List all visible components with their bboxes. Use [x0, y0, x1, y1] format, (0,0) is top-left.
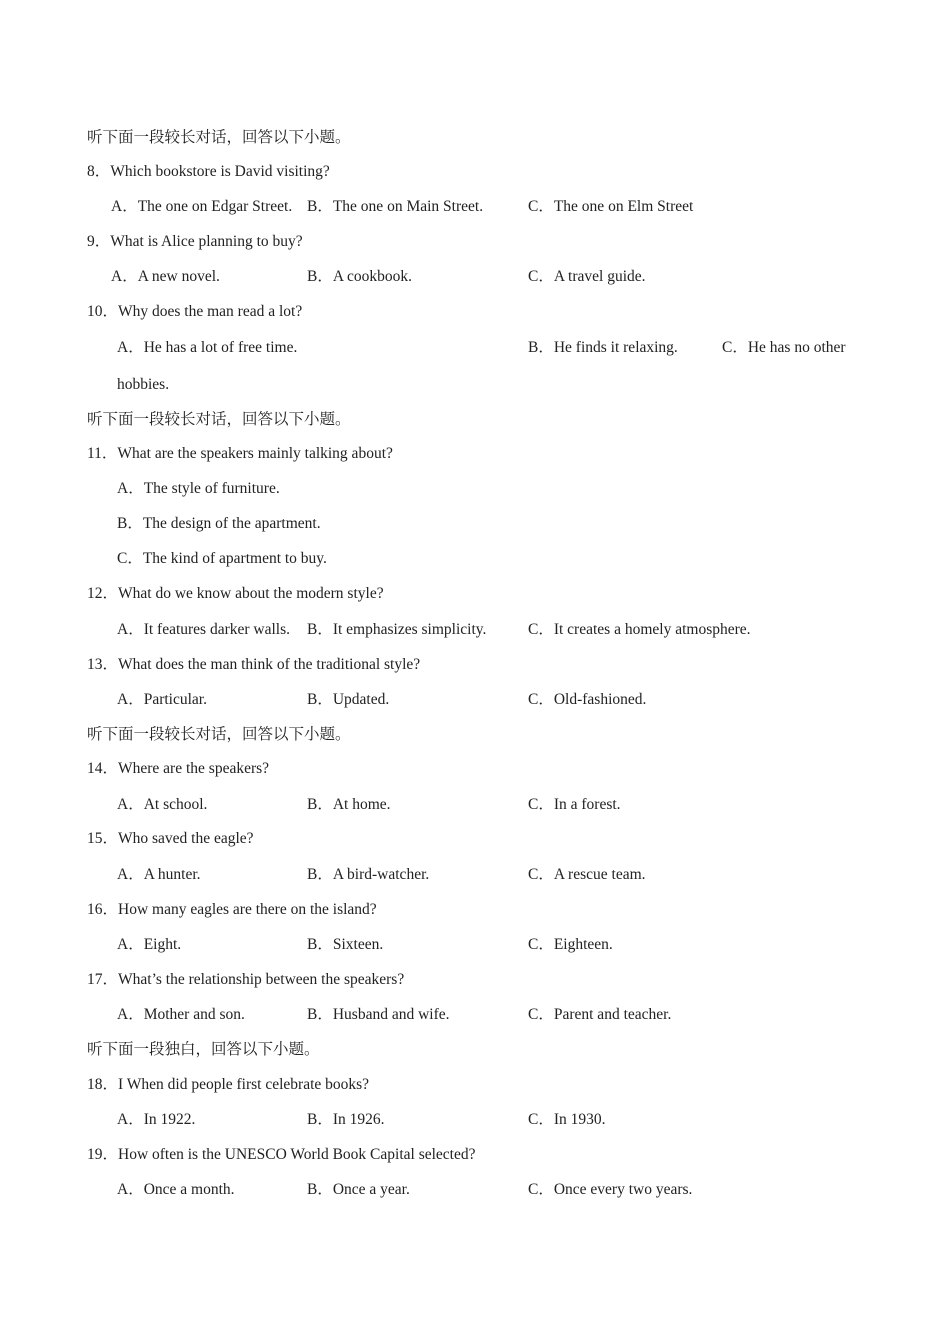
- q9-option-b: B．A cookbook.: [307, 268, 413, 285]
- question-18: 18．I When did people first celebrate books?: [87, 1076, 370, 1093]
- section-instruction: 听下面一段较长对话，回答以下小题。: [87, 411, 351, 428]
- question-15: 15．Who saved the eagle?: [87, 830, 254, 847]
- question-19: 19．How often is the UNESCO World Book Capital selected?: [87, 1146, 476, 1163]
- question-10: 10．Why does the man read a lot?: [87, 303, 303, 320]
- q10-option-c-continued: hobbies.: [117, 376, 170, 393]
- q15-option-b: B．A bird-watcher.: [307, 866, 430, 883]
- q19-option-a: A．Once a month.: [117, 1181, 235, 1198]
- q14-option-b: B．At home.: [307, 796, 391, 813]
- q18-option-c: C．In 1930.: [528, 1111, 606, 1128]
- q12-option-c: C．It creates a homely atmosphere.: [528, 621, 751, 638]
- q8-option-a: A．The one on Edgar Street.: [111, 198, 293, 215]
- q12-option-b: B．It emphasizes simplicity.: [307, 621, 487, 638]
- q15-option-c: C．A rescue team.: [528, 866, 646, 883]
- question-11: 11．What are the speakers mainly talking about?: [87, 445, 393, 462]
- q16-option-b: B．Sixteen.: [307, 936, 384, 953]
- q10-option-a: A．He has a lot of free time.: [117, 339, 298, 356]
- q11-option-a: A．The style of furniture.: [117, 480, 280, 497]
- q13-option-c: C．Old-fashioned.: [528, 691, 647, 708]
- q14-option-a: A．At school.: [117, 796, 208, 813]
- q10-option-c: C．He has no other: [722, 339, 846, 356]
- question-9: 9．What is Alice planning to buy?: [87, 233, 303, 250]
- q8-option-c: C．The one on Elm Street: [528, 198, 694, 215]
- q11-option-b: B．The design of the apartment.: [117, 515, 321, 532]
- question-17: 17．What’s the relationship between the speakers?: [87, 971, 405, 988]
- question-12: 12．What do we know about the modern style?: [87, 585, 384, 602]
- question-13: 13．What does the man think of the traditional style?: [87, 656, 421, 673]
- q16-option-c: C．Eighteen.: [528, 936, 613, 953]
- q17-option-a: A．Mother and son.: [117, 1006, 245, 1023]
- q8-option-b: B．The one on Main Street.: [307, 198, 484, 215]
- q13-option-b: B．Updated.: [307, 691, 390, 708]
- q19-option-c: C．Once every two years.: [528, 1181, 693, 1198]
- q12-option-a: A．It features darker walls.: [117, 621, 291, 638]
- q10-option-b: B．He finds it relaxing.: [528, 339, 678, 356]
- section-instruction: 听下面一段较长对话，回答以下小题。: [87, 726, 351, 743]
- q14-option-c: C．In a forest.: [528, 796, 621, 813]
- section-instruction: 听下面一段独白，回答以下小题。: [87, 1041, 320, 1058]
- q15-option-a: A．A hunter.: [117, 866, 201, 883]
- section-instruction: 听下面一段较长对话，回答以下小题。: [87, 129, 351, 146]
- q18-option-b: B．In 1926.: [307, 1111, 385, 1128]
- q9-option-c: C．A travel guide.: [528, 268, 646, 285]
- q19-option-b: B．Once a year.: [307, 1181, 410, 1198]
- q17-option-b: B．Husband and wife.: [307, 1006, 450, 1023]
- question-14: 14．Where are the speakers?: [87, 760, 270, 777]
- question-8: 8．Which bookstore is David visiting?: [87, 163, 330, 180]
- q16-option-a: A．Eight.: [117, 936, 182, 953]
- q11-option-c: C．The kind of apartment to buy.: [117, 550, 327, 567]
- q18-option-a: A．In 1922.: [117, 1111, 196, 1128]
- q17-option-c: C．Parent and teacher.: [528, 1006, 672, 1023]
- question-16: 16．How many eagles are there on the island?: [87, 901, 377, 918]
- q9-option-a: A．A new novel.: [111, 268, 220, 285]
- q13-option-a: A．Particular.: [117, 691, 207, 708]
